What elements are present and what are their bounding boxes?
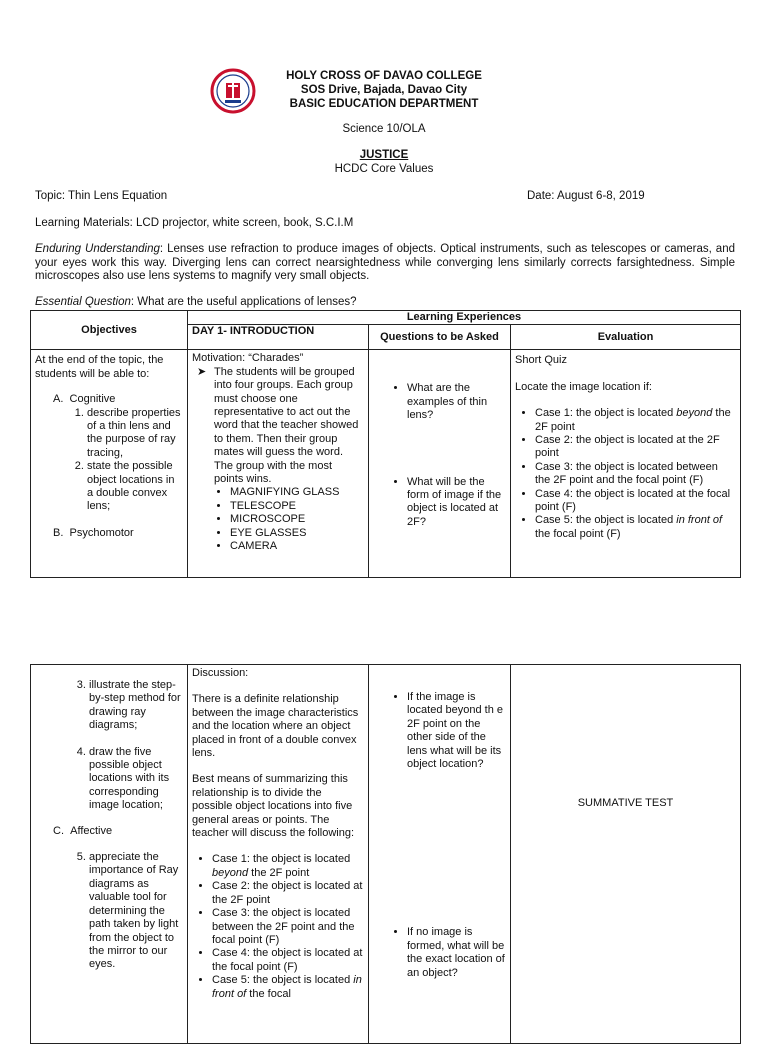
objectives-cont-cell [31,665,188,1044]
cognitive-list [71,407,183,514]
case-item: • Case 3: the object is located between the 2F point and the focal point (F) [212,907,364,947]
objective-item: 4. draw the five possible object locations with its corresponding image location; [89,746,183,813]
question-item: • If the image is located beyond th e 2F point on the other side of the lens what will be its object location? [407,691,506,771]
quiz-title: Short Quiz [515,354,567,367]
affective-label: Affective [70,824,113,837]
questions-list-1 [373,382,506,422]
question-item: • If no image is formed, what will be the exact location of an object? [407,926,506,980]
school-address: SOS Drive, Bajada, Davao City [300,84,468,96]
learning-experiences-header: Learning Experiences [188,311,741,325]
charade-word: • TELESCOPE [230,500,364,513]
questions-list-4 [373,926,506,980]
essential-question [35,296,735,310]
objectives-cell [31,350,188,578]
lesson-table-1 [30,310,741,578]
charade-word: • MICROSCOPE [230,513,364,526]
activity-cell [188,350,369,578]
case-item: • Case 2: the object is located at the 2F point [535,434,736,461]
charade-word: • CAMERA [230,540,364,553]
case-item: • Case 1: the object is located beyond the 2F point [212,853,364,880]
department-name: BASIC EDUCATION DEPARTMENT [289,98,479,110]
objectives-list-cont [53,679,183,813]
charade-words [192,486,364,553]
lesson-table-2 [30,664,741,1044]
questions-cont-cell [369,665,511,1044]
date-line: Date: August 6-8, 2019 [527,190,645,202]
topic-line: Topic: Thin Lens Equation [35,190,168,202]
eq-label: Essential Question [35,296,131,308]
affective-list [53,851,183,972]
questions-list-2 [373,476,506,530]
case-item: • Case 5: the object is located in front of the focal point (F) [535,514,736,541]
discussion-cases [192,853,364,1000]
eu-text: : Lenses use refraction to produce images of objects. Optical instruments, such as telescopes or cameras, and your eyes work this way. Diverging lens can correct nearsightedness while converging lens similarly corrects farsightedness. Simple microscopes also use lens systems to magnify very small objects. [35,243,735,282]
questions-cell [369,350,511,578]
motivation-list [192,366,364,487]
psychomotor-label: Psychomotor [69,526,134,539]
summative-cell [511,665,741,1044]
enduring-understanding [35,243,735,284]
cognitive-item: 2. state the possible object locations in a double convex lens; [87,460,183,514]
cognitive-label: Cognitive [69,393,116,406]
discussion-label: Discussion: [192,667,249,679]
objective-item: 3. illustrate the step-by-step method for drawing ray diagrams; [89,679,183,733]
cognitive-item: 1. describe properties of a thin lens and the purpose of ray tracing, [87,407,183,461]
question-item: • What are the examples of thin lens? [407,382,506,422]
objective-item: 5. appreciate the importance of Ray diagrams as valuable tool for determining the path taken by light from the object to the mirror to our eyes. [89,851,183,972]
core-value-subtitle: HCDC Core Values [334,163,434,175]
discussion-paragraph: Best means of summarizing this relationship is to divide the possible object locations into five general areas or points. The teacher will discuss the following: [192,773,355,840]
questions-header: Questions to be Asked [369,325,511,350]
summative-test-label: SUMMATIVE TEST [577,797,674,809]
eq-text: : What are the useful applications of lenses? [130,296,357,308]
case-item: • Case 5: the object is located in front of the focal [212,974,364,1001]
evaluation-cell [511,350,741,578]
discussion-paragraph: There is a definite relationship between the image characteristics and the location where an object placed in front of a double convex lens. [192,693,359,760]
evaluation-header: Evaluation [511,325,741,350]
case-item: • Case 4: the object is located at the focal point (F) [535,488,736,515]
affective-heading: C. Affective [53,824,113,837]
case-item: • Case 2: the object is located at the 2F point [212,880,364,907]
motivation-instructions: ➤ The students will be grouped into four groups. Each group must choose one representative to act out the word that the teacher showed to them. Then their group mates will guess the word. The group with the most points wins. [197,365,359,486]
case-item: • Case 3: the object is located between the 2F point and the focal point (F) [535,461,736,488]
question-item: • What will be the form of image if the object is located at 2F? [407,476,506,530]
objectives-header: Objectives [31,311,188,350]
questions-list-3 [373,691,506,771]
core-value: JUSTICE [359,149,409,161]
school-name: HOLY CROSS OF DAVAO COLLEGE [286,70,482,82]
charade-word: • MAGNIFYING GLASS [230,486,364,499]
discussion-cell [188,665,369,1044]
cognitive-heading: A. Cognitive [53,393,116,406]
case-item: • Case 1: the object is located beyond the 2F point [535,407,736,434]
quiz-cases [515,407,736,541]
psychomotor-heading: B. Psychomotor [53,526,134,539]
charade-word: • EYE GLASSES [230,527,364,540]
materials-line: Learning Materials: LCD projector, white screen, book, S.C.I.M [35,217,354,229]
arrow-bullet-icon: ➤ [197,365,207,378]
case-item: • Case 4: the object is located at the focal point (F) [212,947,364,974]
eu-label: Enduring Understanding [35,243,160,255]
course-title: Science 10/OLA [342,123,426,135]
day-header: DAY 1- INTRODUCTION [188,325,369,350]
quiz-instruction: Locate the image location if: [515,380,652,393]
objectives-intro: At the end of the topic, the students will be able to: [35,354,164,380]
motivation-label: Motivation: “Charades” [192,352,304,365]
